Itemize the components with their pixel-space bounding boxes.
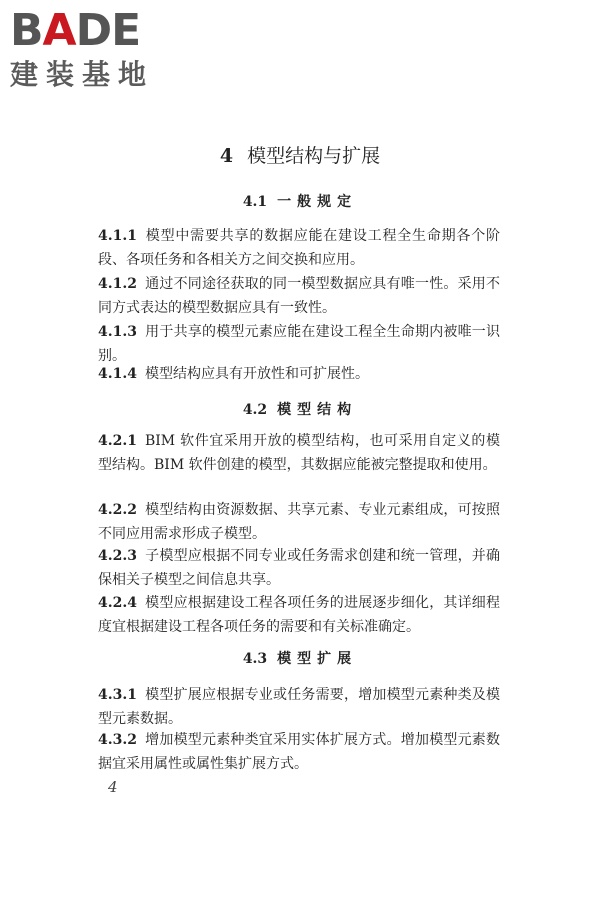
clause-4-1-1 — [98, 224, 500, 272]
clause-number: 4.3.2 — [98, 732, 137, 748]
clause-number: 4.1.3 — [98, 324, 137, 340]
clause-4-3-1 — [98, 683, 500, 731]
clause-text: 增加模型元素种类宜采用实体扩展方式。增加模型元素数据宜采用属性或属性集扩展方式。 — [98, 732, 500, 772]
clause-4-2-2 — [98, 498, 500, 546]
clause-4-2-4 — [98, 591, 500, 639]
logo-subtitle: 建装基地 — [10, 58, 155, 91]
logo — [10, 6, 185, 92]
chapter-title-text: 模型结构与扩展 — [247, 145, 381, 167]
chapter-number: 4 — [219, 145, 234, 167]
page-number: 4 — [108, 778, 118, 796]
clause-text: 模型扩展应根据专业或任务需要，增加模型元素种类及模型元素数据。 — [98, 687, 500, 727]
chapter-title — [0, 143, 600, 169]
clause-number: 4.1.1 — [98, 228, 137, 244]
section-title-text: 模型扩展 — [277, 651, 358, 667]
clause-text: 用于共享的模型元素应能在建设工程全生命期内被唯一识别。 — [98, 324, 500, 364]
clause-4-3-2 — [98, 728, 500, 776]
clause-number: 4.1.4 — [98, 366, 137, 382]
clause-number: 4.2.2 — [98, 502, 137, 518]
section-number: 4.2 — [242, 402, 268, 418]
clause-4-2-1 — [98, 429, 500, 477]
clause-text: 模型中需要共享的数据应能在建设工程全生命期各个阶段、各项任务和各相关方之间交换和应用。 — [98, 228, 500, 268]
section-number: 4.1 — [242, 194, 268, 210]
section-number: 4.3 — [242, 651, 268, 667]
section-title-text: 一般规定 — [277, 194, 358, 210]
section-heading-4-2 — [0, 400, 600, 420]
logo-letters-de: DE — [75, 5, 141, 56]
logo-wordmark — [10, 6, 185, 56]
clause-number: 4.2.4 — [98, 595, 137, 611]
clause-text: 通过不同途径获取的同一模型数据应具有唯一性。采用不同方式表达的模型数据应具有一致性。 — [98, 276, 500, 316]
clause-4-1-2 — [98, 272, 500, 320]
clause-text: BIM 软件宜采用开放的模型结构，也可采用自定义的模型结构。BIM 软件创建的模型，其数据应能被完整提取和使用。 — [98, 433, 500, 473]
clause-number: 4.2.1 — [98, 433, 137, 449]
clause-number: 4.3.1 — [98, 687, 137, 703]
logo-letter-b: B — [10, 5, 43, 56]
clause-4-1-3 — [98, 320, 500, 368]
clause-text: 模型结构应具有开放性和可扩展性。 — [144, 366, 369, 382]
clause-4-1-4 — [98, 362, 500, 386]
section-heading-4-1 — [0, 192, 600, 212]
clause-text: 子模型应根据不同专业或任务需求创建和统一管理，并确保相关子模型之间信息共享。 — [98, 548, 500, 588]
clause-number: 4.1.2 — [98, 276, 137, 292]
section-heading-4-3 — [0, 649, 600, 669]
section-title-text: 模型结构 — [277, 402, 358, 418]
clause-text: 模型结构由资源数据、共享元素、专业元素组成，可按照不同应用需求形成子模型。 — [98, 502, 500, 542]
clause-number: 4.2.3 — [98, 548, 137, 564]
clause-text: 模型应根据建设工程各项任务的进展逐步细化，其详细程度宜根据建设工程各项任务的需要和有关标准确定。 — [98, 595, 500, 635]
logo-letter-a: A — [42, 5, 76, 56]
clause-4-2-3 — [98, 544, 500, 592]
